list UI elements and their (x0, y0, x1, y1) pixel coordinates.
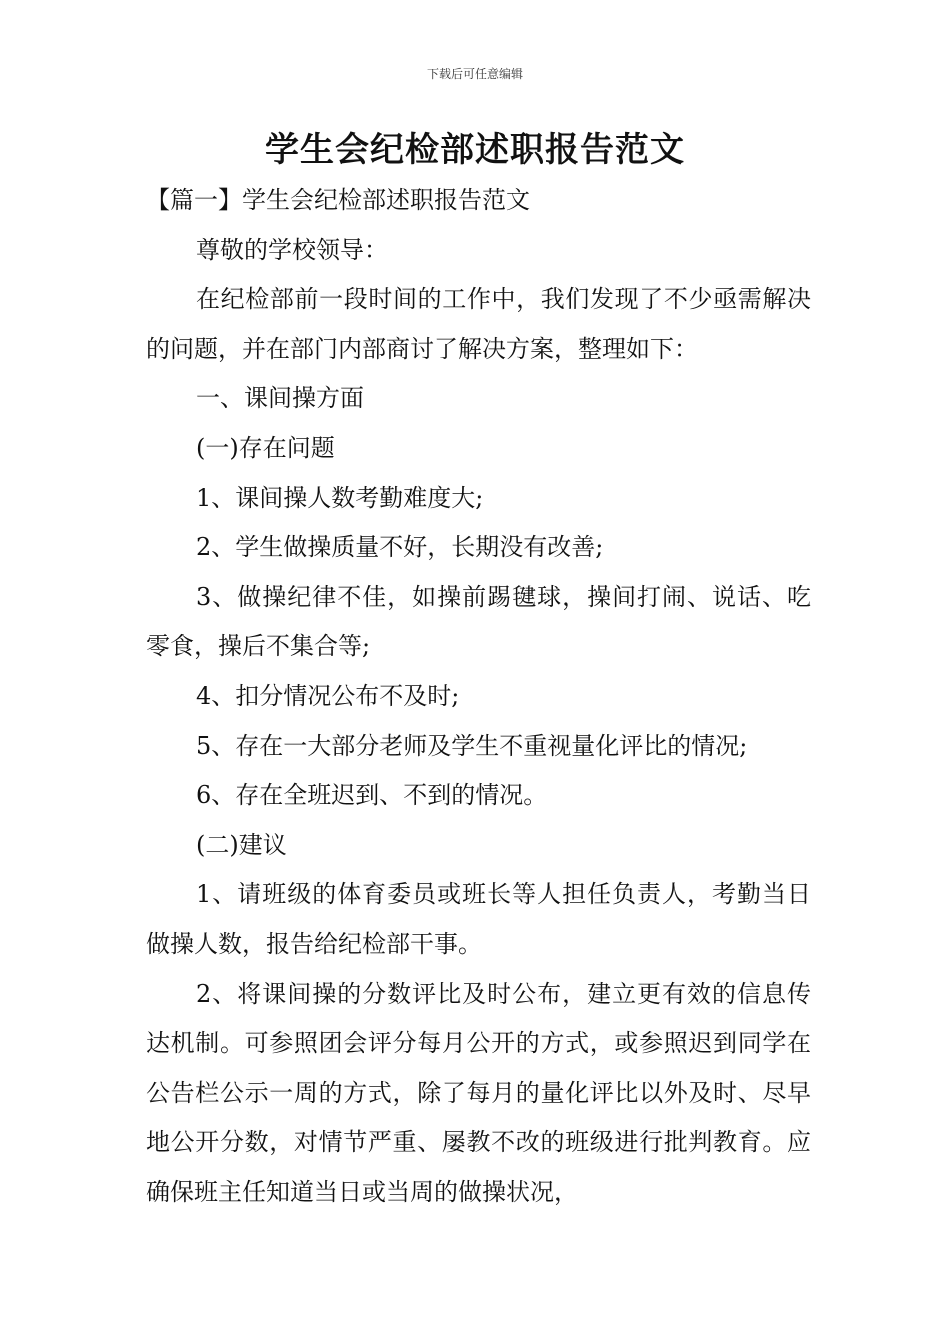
suggestion-item-2: 2、将课间操的分数评比及时公布，建立更有效的信息传达机制。可参照团会评分每月公开的方式，或参照迟到同学在公告栏公示一周的方式，除了每月的量化评比以外及时、尽早地公开分数，对情节严重、屡教不改的班级进行批判教育。应确保班主任知道当日或当周的做操状况， (146, 979, 811, 1206)
header-note: 下载后可任意编辑 (426, 67, 523, 81)
subsection-heading-exercise: 一、课间操方面 (196, 384, 364, 413)
problem-item-3: 3、做操纪律不佳，如操前踢毽球，操间打闹、说话、吃零食，操后不集合等; (146, 582, 811, 661)
problem-item-1: 1、课间操人数考勤难度大; (196, 483, 484, 512)
problem-item-6: 6、存在全班迟到、不到的情况。 (196, 781, 548, 810)
suggestion-item-1: 1、请班级的体育委员或班长等人担任负责人，考勤当日做操人数，报告给纪检部干事。 (146, 880, 811, 958)
salutation: 尊敬的学校领导： (196, 235, 388, 264)
subsection-heading-suggestions: (二)建议 (196, 830, 287, 859)
section-heading: 【篇一】学生会纪检部述职报告范文 (146, 186, 530, 214)
document-body (146, 176, 811, 1217)
problem-item-5: 5、存在一大部分老师及学生不重视量化评比的情况; (196, 731, 748, 760)
problem-item-2: 2、学生做操质量不好，长期没有改善; (196, 533, 604, 562)
subsection-heading-problems: (一)存在问题 (196, 433, 335, 462)
document-title: 学生会纪检部述职报告范文 (265, 130, 685, 170)
problem-item-4: 4、扣分情况公布不及时; (196, 681, 460, 710)
intro-paragraph: 在纪检部前一段时间的工作中，我们发现了不少亟需解决的问题，并在部门内部商讨了解决方案，整理如下： (146, 285, 811, 363)
